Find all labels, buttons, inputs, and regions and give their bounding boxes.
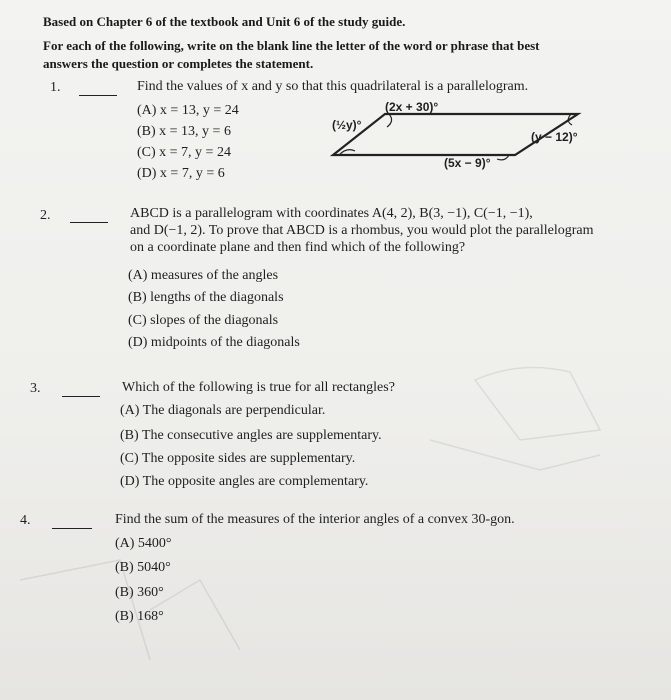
question-1-option-c: (C) x = 7, y = 24 [137,145,231,160]
question-1-option-d: (D) x = 7, y = 6 [137,166,225,181]
question-3-option-d: (D) The opposite angles are complementary. [120,474,369,489]
figure-right-angle-label: (y − 12)° [531,130,578,144]
question-4-option-b: (B) 5040° [115,560,171,575]
question-2-option-b: (B) lengths of the diagonals [128,290,284,305]
question-2-number: 2. [40,208,51,223]
question-1-prompt: Find the values of x and y so that this quadrilateral is a parallelogram. [137,79,529,94]
question-2-prompt-line-3: on a coordinate plane and then find which of the following? [130,240,466,255]
figure-top-angle-label: (2x + 30)° [385,100,439,114]
question-4-option-d: (B) 168° [115,609,164,624]
instructions-line-3: answers the question or completes the statement. [43,56,314,71]
question-3-option-a: (A) The diagonals are perpendicular. [120,403,326,418]
question-3-answer-blank[interactable] [62,396,100,397]
question-2-option-a: (A) measures of the angles [128,268,279,283]
top-left-angle-arc [387,114,392,127]
question-2-prompt-line-2: and D(−1, 2). To prove that ABCD is a rhombus, you would plot the parallelogram [130,223,594,238]
question-3-number: 3. [30,381,41,396]
question-3-option-b: (B) The consecutive angles are supplementary. [120,428,382,443]
question-4-option-c: (B) 360° [115,585,164,600]
question-4-answer-blank[interactable] [52,528,92,529]
question-1-number: 1. [50,80,61,95]
question-4-option-a: (A) 5400° [115,536,172,551]
instructions-line-1: Based on Chapter 6 of the textbook and Unit 6 of the study guide. [43,14,406,29]
figure-bottom-angle-label: (5x − 9)° [444,156,491,170]
question-2-option-c: (C) slopes of the diagonals [128,313,279,328]
question-4-number: 4. [20,513,31,528]
question-3-prompt: Which of the following is true for all rectangles? [122,380,395,395]
question-2-prompt-line-1: ABCD is a parallelogram with coordinates A(4, 2), B(3, −1), C(−1, −1), [130,206,533,221]
figure-left-angle-label: (½y)° [332,118,362,132]
question-2-option-d: (D) midpoints of the diagonals [128,335,300,350]
question-3-option-c: (C) The opposite sides are supplementary. [120,451,356,466]
question-1-option-b: (B) x = 13, y = 6 [137,124,231,139]
question-1-answer-blank[interactable] [79,95,117,96]
question-4-prompt: Find the sum of the measures of the interior angles of a convex 30-gon. [115,512,515,527]
question-1-option-a: (A) x = 13, y = 24 [137,103,239,118]
instructions-line-2: For each of the following, write on the blank line the letter of the word or phrase that best [43,38,540,53]
question-2-answer-blank[interactable] [70,222,108,223]
